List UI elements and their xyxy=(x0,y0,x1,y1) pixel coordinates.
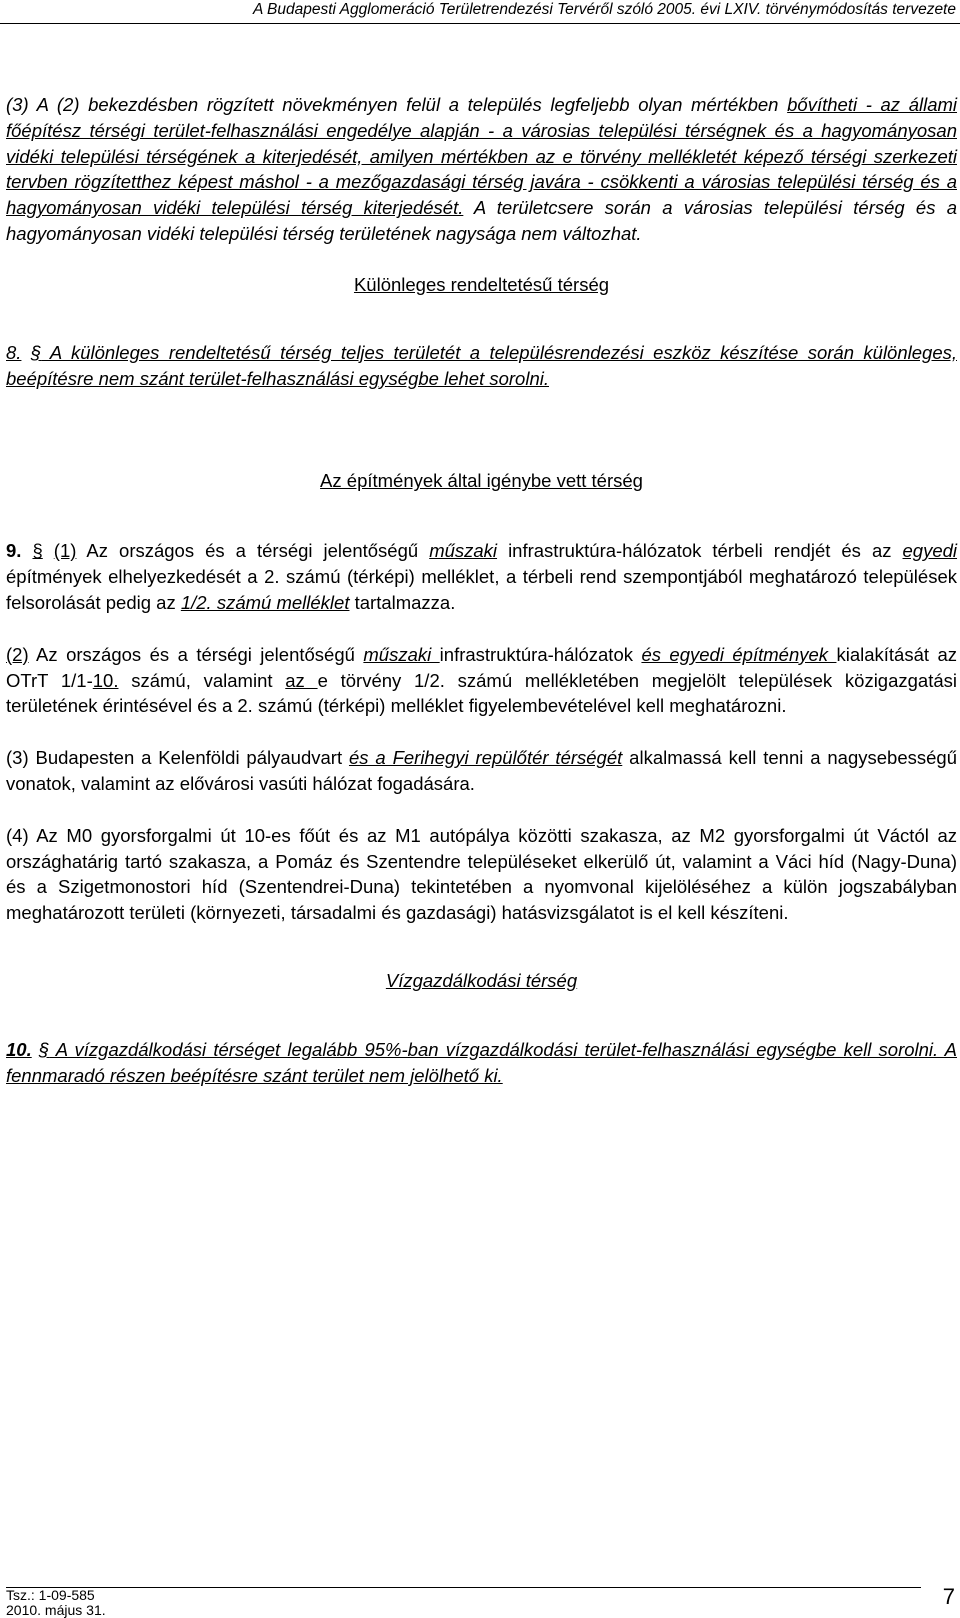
section-9-3: (3) Budapesten a Kelenföldi pályaudvart és a Ferihegyi repülőtér térségét alkalmassá kell tenni a nagysebességű vonatok, valamint az elővárosi vasúti hálózat fogadására. xyxy=(6,747,957,794)
para-intro: (3) A (2) bekezdésben rögzített növekményen felül a település legfeljebb olyan mértékben xyxy=(6,94,788,115)
section-10-number: 10. xyxy=(6,1038,32,1060)
document-body xyxy=(6,92,957,1089)
section-8 xyxy=(6,340,957,392)
section-sign: § xyxy=(32,540,43,562)
page-number: 7 xyxy=(942,1584,955,1609)
para-underlined-text: bővítheti - az állami főépítész térségi terület-felhasználási engedélye alapján - a városias települési térségnek és a hagyományosan vidéki települési térségének a kiterjedését, amilyen mértékben az e törvény mellékletét képező térségi szerkezeti tervben rögzítetthez képest máshol - a mezőgazdasági térség javára - csökkenti a városias települési térség és a hagyományosan vidéki települési térség kiterjedését. xyxy=(6,94,958,219)
section-10 xyxy=(6,1037,957,1089)
heading-kulonleges: Különleges rendeltetésű térség xyxy=(353,273,610,295)
heading-vizgazdalkodasi: Vízgazdálkodási térség xyxy=(385,969,578,991)
section-sign: § xyxy=(38,1038,50,1060)
footer-date: 2010. május 31. xyxy=(6,1602,106,1618)
section-9-2: (2) Az országos és a térségi jelentőségű műszaki infrastruktúra-hálózatok és egyedi építmények kialakítását az OTrT 1/1-10. számú, valamint az e törvény 1/2. számú mellékletében megjelölt települések közigazgatási területének érintésével és a 2. számú (térképi) melléklet figyelembevételével kell meghatározni. xyxy=(6,643,958,717)
section-9-number: 9. xyxy=(6,540,22,562)
section-9-4: (4) Az M0 gyorsforgalmi út 10-es főút és az M1 autópálya közötti szakasza, az M2 gyorsforgalmi út Váctól az országhatárig tartó szakasza, a Pomáz és Szentendre településeket elkerülő út, valamint a Váci híd (Nagy-Duna) és a Szigetmonostori híd (Szentendrei-Duna) tekintetében a nyomvonal kijelöléséhez a külön jogszabályban meghatározott területi (környezeti, társadalmi és gazdasági) hatásvizsgálatot is el kell készíteni. xyxy=(6,824,957,924)
footer-rule xyxy=(6,1587,921,1588)
paragraph-3-2-3 xyxy=(6,92,957,247)
heading-epitmenyek: Az építmények által igénybe vett térség xyxy=(320,470,643,492)
footer-info xyxy=(6,1588,106,1618)
section-10-text: A vízgazdálkodási térséget legalább 95%-ban vízgazdálkodási terület-felhasználási egységbe kell sorolni. A fennmaradó részen beépítésre szánt terület nem jelölhető ki. xyxy=(6,1038,958,1086)
section-sign: § xyxy=(30,341,42,363)
section-9-1: 9. § (1) Az országos és a térségi jelentőségű műszaki infrastruktúra-hálózatok térbeli rendjét és az egyedi építmények elhelyezkedését a 2. számú (térképi) melléklet, a térbeli rend szempontjából meghatározó települések felsorolását pedig az 1/2. számú melléklet tartalmazza. xyxy=(6,540,958,613)
section-8-text: A különleges rendeltetésű térség teljes területét a településrendezési eszköz készítése során különleges, beépítésre nem szánt terület-felhasználási egységbe lehet sorolni. xyxy=(6,341,957,389)
para-tail: A területcsere során a városias települési térség és a hagyományosan vidéki települési térség területének nagysága nem változhat. xyxy=(6,197,957,244)
footer-reference: Tsz.: 1-09-585 xyxy=(6,1587,95,1603)
section-8-number: 8. xyxy=(6,341,22,363)
running-header: A Budapesti Agglomeráció Területrendezési Tervéről szóló 2005. évi LXIV. törvénymódosítás tervezete xyxy=(0,0,960,24)
